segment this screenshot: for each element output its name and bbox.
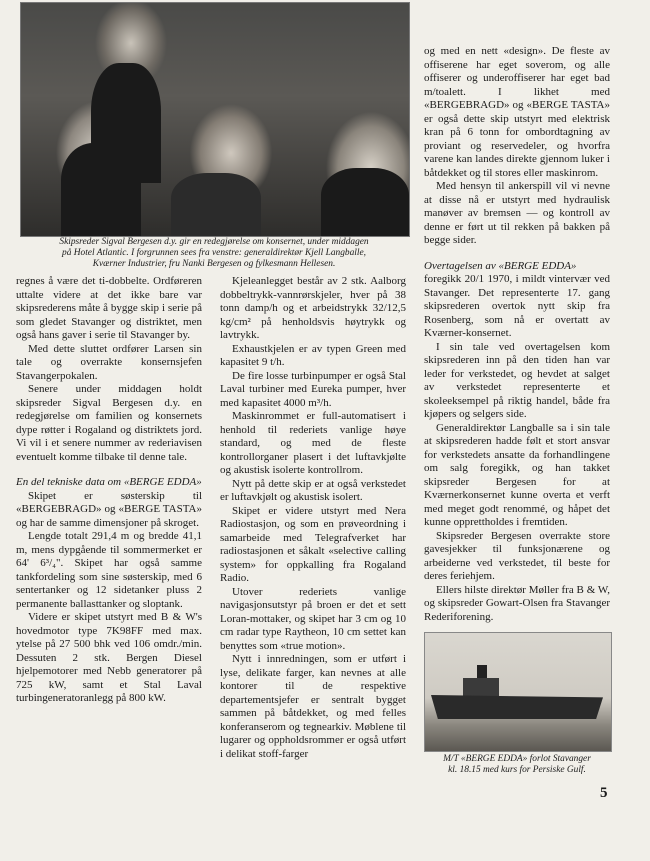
- photo-caption: [20, 237, 408, 270]
- ship-superstructure: [463, 678, 499, 696]
- paragraph: I sin tale ved overtagelsen kom skipsrederen inn på den tiden han var leder for verkstedet, og hevdet at salget av verkstedet representerte et skoleeksempel på riktig handel, både fra kjøpers og selgers side.: [424, 340, 610, 420]
- ship-caption: [424, 754, 610, 776]
- paragraph: Lengde totalt 291,4 m og bredde 41,1 m, mens dypgående til sommermerket er 64' 6³/₄". Skipet har også samme tankfordeling som sine søsterskip, med 6 sentertanker og 12 sidetanker pluss 2 permanente ballasttanker og sloptank.: [16, 530, 202, 610]
- caption-line: på Hotel Atlantic. I forgrunnen sees fra venstre: generaldirektør Kjell Langballe,: [62, 248, 366, 258]
- paragraph: De fire losse turbinpumper er også Stal Laval turbiner med Eureka pumper, hver med kapasitet 4000 m³/h.: [220, 369, 406, 409]
- ship-funnel: [477, 665, 487, 679]
- person-figure: [321, 168, 409, 236]
- person-figure: [91, 63, 161, 183]
- paragraph: Generaldirektør Langballe sa i sin tale at skipsrederen hadde følt et stort ansvar for verkstedets ansatte da forhandlingene om salg foregikk, og han takket skipsreder Bergesen for at Kværnerkonsernet kunne overta et verft med meget godt renommé, og håpet det kunne opprettholdes i fremtiden.: [424, 421, 610, 528]
- paragraph: Med hensyn til ankerspill vil vi nevne at disse nå er utstyrt med hydraulisk manøver av bremsen — og kontroll av denne er ført ut til rekken på bakken på begge sider.: [424, 180, 610, 246]
- paragraph: Nytt i innredningen, som er utført i lyse, delikate farger, kan nevnes at alle kontorer til de respektive departementsjefer er sentralt bygget sammen på båtdekket, og med felles konferanserom og tegnearkiv. Møblene til lugarer og oppholdsrommer er også utført i delikat stoff-farger: [220, 653, 406, 760]
- ship-photo: [424, 632, 612, 752]
- text-column-3: [424, 45, 610, 624]
- dinner-photo: [20, 2, 410, 237]
- page-number: 5: [600, 785, 608, 801]
- paragraph: Utover rederiets vanlige navigasjonsutstyr på broen er det et sett Loran-mottaker, og skipet har 3 cm og 10 cm radar type Raytheon, 10 cm settet kan benyttes som «true motion».: [220, 585, 406, 652]
- ship-hull: [431, 695, 603, 719]
- section-heading: Overtagelsen av «BERGE EDDA»: [424, 259, 577, 272]
- caption-line: kl. 18.15 med kurs for Persiske Gulf.: [448, 765, 586, 775]
- paragraph: Ellers hilste direktør Møller fra B & W, og skipsreder Gowart-Olsen fra Stavanger Rederiforening.: [424, 583, 610, 623]
- caption-line: M/T «BERGE EDDA» forlot Stavanger: [443, 754, 591, 764]
- paragraph: Maskinrommet er full-automatisert i henhold til rederiets vanlige høye standard, og med de fleste kontrollorganer plasert i det luftavkjølte og akustisk isolerte kontrollrom.: [220, 410, 406, 476]
- person-figure: [171, 173, 261, 236]
- paragraph: Kjeleanlegget består av 2 stk. Aalborg dobbeltrykk-vannrørskjeler, hver på 38 tonn damp/h og et arbeidstrykk 32/12,5 kg/cm² på henholdsvis høytrykk og lavtrykk.: [220, 275, 406, 341]
- paragraph: Skipsreder Bergesen overrakte store gavesjekker til funksjonærene og arbeiderne ved verkstedet, til beste for deres feriehjem.: [424, 529, 610, 582]
- paragraph: Skipet er videre utstyrt med Nera Radiostasjon, og som en prøveordning i samarbeide med Telegrafverket har radiostasjonen et såkalt «selective calling system» for oppkalling fra Rogaland Radio.: [220, 504, 406, 584]
- caption-line: Kværner Industrier, fru Nanki Bergesen og fylkesmann Hellesen.: [92, 259, 336, 269]
- paragraph: Senere under middagen holdt skipsreder Sigval Bergesen d.y. en redegjørelse om familien og konsernets dype røtter i Rogaland og distriktets jord. Vi vil i et senere nummer av rederiavisen eventuelt komme tilbake til denne tale.: [16, 383, 202, 463]
- paragraph: Exhaustkjelen er av typen Green med kapasitet 9 t/h.: [220, 342, 406, 368]
- paragraph: Videre er skipet utstyrt med B & W's hovedmotor type 7K98FF med max. ytelse på 27 500 bhk ved 106 omdr./min. Dessuten 2 stk. Bergen Diesel hjelpemotorer med Nebb generatorer på 725 kW, samt et Stal Laval turbingeneratoranlegg på 800 kW.: [16, 611, 202, 704]
- section-heading: En del tekniske data om «BERGE EDDA»: [16, 476, 202, 488]
- paragraph: Med dette sluttet ordfører Larsen sin tale og overrakte konsernsjefen Stavangerpokalen.: [16, 342, 202, 382]
- paragraph: regnes å være det ti-dobbelte. Ordføreren uttalte videre at det ikke bare var skipsrederens måte å bygge skip i serie på som gledet Stavanger og distriktet, men også hans gaver i serie til Stavanger by.: [16, 275, 202, 341]
- paragraph: foregikk 20/1 1970, i mildt vintervær ved Stavanger. Det representerte 17. gang skipsrederen overtok nytt skip fra Rosenberg, som nå er overtatt av Kværner-konsernet.: [424, 273, 610, 339]
- text-column-2: [220, 275, 406, 761]
- paragraph: og med en nett «design». De fleste av offiserene har eget soverom, og alle offiserer og underoffiserer har eget bad m/toalett. I likhet med «BERGEBRAGD» og «BERGE TASTA» er også dette skip utstyrt med elektrisk kran på 6 tonn for ombordtagning av proviant og reservedeler, og hvorfra varene kan landes direkte gjennom luker i båtdekket og til stores eller maskinrom.: [424, 45, 610, 179]
- paragraph: Skipet er søsterskip til «BERGEBRAGD» og «BERGE TASTA» og har de samme dimensjoner på skroget.: [16, 489, 202, 529]
- paragraph: Nytt på dette skip er at også verkstedet er luftavkjølt og akustisk isolert.: [220, 477, 406, 503]
- caption-line: Skipsreder Sigval Bergesen d.y. gir en redegjørelse om konsernet, under middagen: [59, 237, 369, 247]
- text-column-1: [16, 275, 202, 706]
